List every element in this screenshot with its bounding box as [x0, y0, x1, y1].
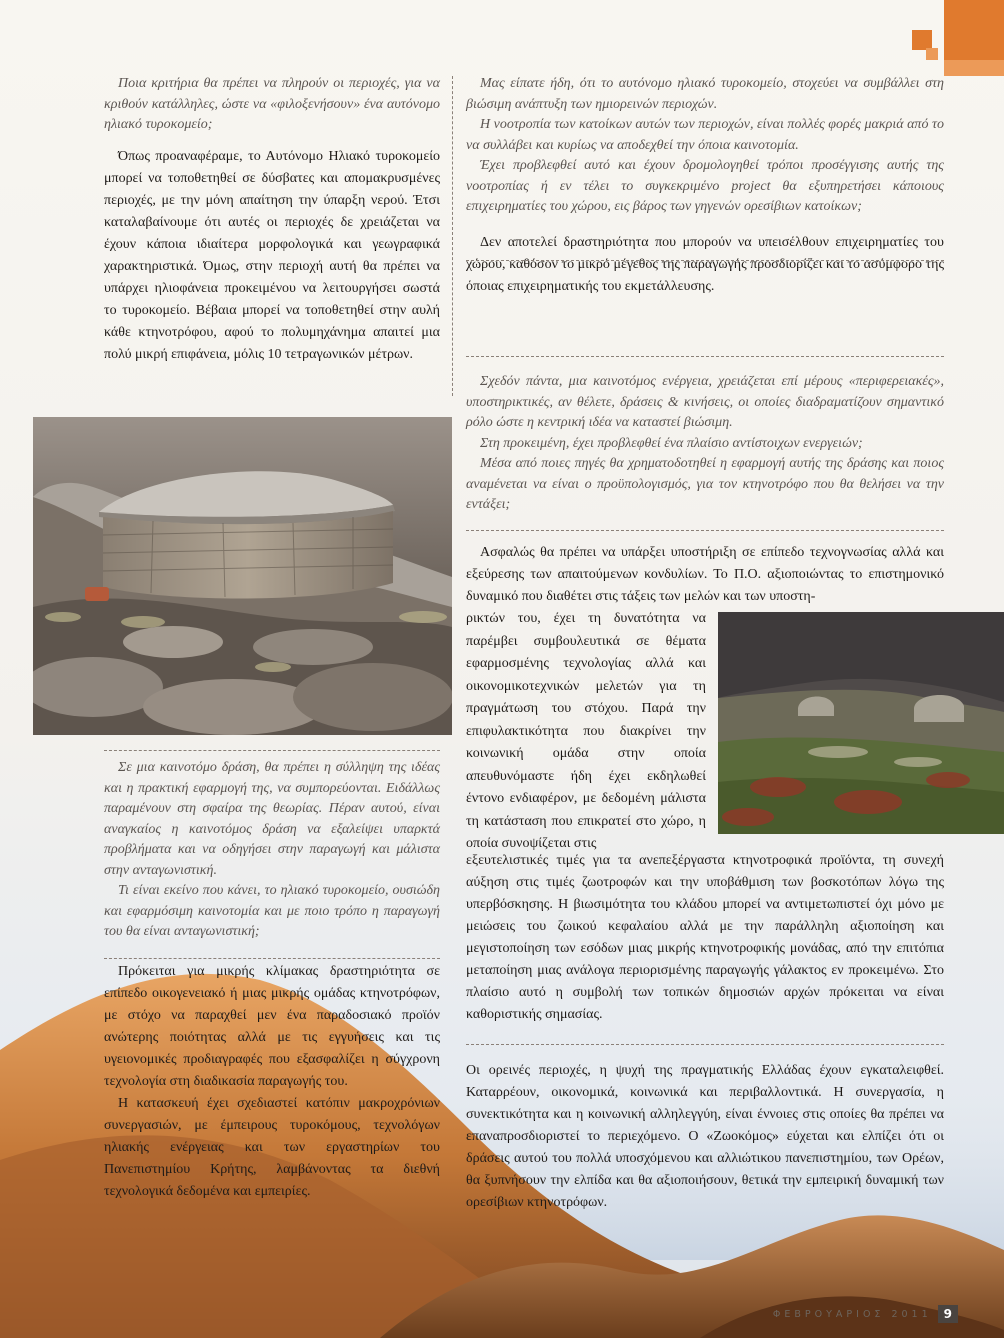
- question-text: Σε μια καινοτόμο δράση, θα πρέπει η σύλληψη της ιδέας και η πρακτική εφαρμογή της, να συμπορεύονται. Ειδάλλως παραμένουν στη σφαίρα της θεωρίας. Πέραν αυτού, είναι αναγκαίος η καινοτόμος δράση να εξαλείψει υπαρκτά προβλήματα και να οδηγήσει στην παραγωγή και μάλιστα στην ανταγωνιστική.: [104, 760, 440, 878]
- answer-text: Η κατασκευή έχει σχεδιαστεί κατόπιν μακροχρόνιων συνεργασιών, με έμπειρους τυροκόμους, τεχνολόγων ηλιακής ενέργειας και των εργαστηρίων του Πανεπιστημίου Κρήτης, λαμβάνοντας τα διεθνή τεχνολογικά δεδομένα και εμπειρίες.: [104, 1095, 440, 1199]
- section-divider: [466, 260, 944, 261]
- issue-month: ΦΕΒΡΟΥΑΡΙΟΣ 2011: [772, 1308, 932, 1320]
- answer-text: ρικτών του, έχει τη δυνατότητα να παρέμβει συμβουλευτικά σε θέματα εφαρμοσμένης τεχνολογίας αλλά και οικονομικοτεχνικών μελετών για τη πραγμάτωση του στόχου. Παρά την επιφυλακτικότητα που διακρίνει την κοινωνική ομάδα στην οποία απευθυνόμαστε ήδη έχει εκδηλωθεί έντονο ενδιαφέρον, με δεδομένη μάλιστα τη κατάσταση που επικρατεί στο χώρο, η οποία συνοψίζεται στις: [466, 611, 706, 851]
- left-column-bottom: [104, 758, 440, 1203]
- question-text: Μας είπατε ήδη, ότι το αυτόνομο ηλιακό τυροκομείο, στοχεύει να συμβάλλει στη βιώσιμη ανάπτυξη των ημιορεινών περιοχών.: [466, 76, 944, 112]
- right-column-answer: [466, 542, 944, 608]
- stone-hut-photo: [33, 417, 452, 735]
- closing-paragraph: [466, 1060, 944, 1214]
- section-divider: [466, 356, 944, 357]
- column-divider: [452, 76, 453, 396]
- closing-text: Οι ορεινές περιοχές, η ψυχή της πραγματικής Ελλάδας έχουν εγκαταλειφθεί. Καταρρέουν, οικονομικά, κοινωνικά και περιβαλλοντικά. Η συνεργασία, η συνεκτικότητα και η κοινωνική αλληλεγγύη, είναι έννοιες στις οποίες θα πρέπει να επαναπροσδιοριστεί το περιεχόμενο. Ο «Ζωοκόμος» εύχεται και ελπίζει ότι οι δράσεις αυτού του πολλά υποσχόμενου και αλλιώτικου πανεπιστημίου, των Ορέων, θα ξυπνήσουν την ελπίδα και θα αξιοποιήσουν, θετικά την εμπειρική δυναμική των ορεσίβιων κτηνοτρόφων.: [466, 1063, 944, 1210]
- answer-text: Όπως προαναφέραμε, το Αυτόνομο Ηλιακό τυροκομείο μπορεί να τοποθετηθεί σε δύσβατες και απομακρυσμένες περιοχές, με την μόνη απαίτηση την ύπαρξη νερού. Έτσι καταλαβαίνουμε ότι αυτές οι περιοχές δε χρειάζεται να έχουν κάποια ιδιαίτερα μορφολογικά και γεωγραφικά χαρακτηριστικά. Όμως, στην περιοχή αυτή θα πρέπει να υπάρχει ηλιοφάνεια προκειμένου να λειτουργήσει σωστά το τυροκομείο. Βέβαια μπορεί να τοποθετηθεί στην αυλή κάθε κτηνοτρόφου, αφού το πολυμηχάνημα απαιτεί μια πολύ μικρή επιφάνεια, μόλις 10 τετραγωνικών μέτρων.: [104, 148, 440, 362]
- question-text: Έχει προβλεφθεί αυτό και έχουν δρομολογηθεί τρόποι προσέγγισης αυτής της νοοτροπίας ή εν τέλει το συγκεκριμένο project θα εξυπηρετήσει κάποιους επιχειρηματίες του χώρου, εις βάρος των γηγενών ορεσίβιων κατοίκων;: [466, 158, 944, 214]
- right-column-narrow: [466, 608, 706, 856]
- question-text: Σχεδόν πάντα, μια καινοτόμος ενέργεια, χρειάζεται επί μέρους «περιφερειακές», υποστηρικτικές, αν θέλετε, δράσεις & κινήσεις, οι οποίες διαδραματίζουν σημαντικό ρόλο ώστε η κεντρική ιδέα να καταστεί βιώσιμη.: [466, 374, 944, 430]
- question-text: Η νοοτροπία των κατοίκων αυτών των περιοχών, είναι πολλές φορές μακριά από το να συλλάβει και κυρίως να αποδεχθεί την όποια καινοτομία.: [466, 117, 944, 153]
- mountain-huts-photo: [718, 612, 1004, 834]
- answer-text: Ασφαλώς θα πρέπει να υπάρξει υποστήριξη σε επίπεδο τεχνογνωσίας αλλά και εξεύρεσης των απαιτούμενων κονδυλίων. Το Π.Ο. αξιοποιώντας το επιστημονικό δυναμικό που διαθέτει στις τάξεις των μελών και των υποστη-: [466, 545, 944, 604]
- section-divider: [466, 530, 944, 531]
- right-column-middle: [466, 372, 944, 516]
- answer-text: Δεν αποτελεί δραστηριότητα που μπορούν να υπεισέλθουν επιχειρηματίες του χώρου, καθόσον το μικρό μέγεθος της παραγωγής προσδιορίζει και το ασύμφορο της όποιας επιχειρηματικής του εκμετάλλευσης.: [466, 234, 944, 294]
- question-text: Τι είναι εκείνο που κάνει, το ηλιακό τυροκομείο, ουσιώδη και εφαρμόσιμη καινοτομία και με ποιο τρόπο η παραγωγή του θα είναι ανταγωνιστική;: [104, 883, 440, 939]
- answer-text: Πρόκειται για μικρής κλίμακας δραστηριότητα σε επίπεδο οικογενειακό ή μιας μικρής ομάδας κτηνοτρόφων, με στόχο να παραχθεί μεν ένα παραδοσιακό προϊόν ανώτερης ποιότητας αλλά με τις εγγυήσεις και τις υγειονομικές προδιαγραφές που εξασφαλίζει η σύγχρονη τεχνολογία στη διαδικασία παραγωγής του.: [104, 963, 440, 1089]
- question-text: Μέσα από ποιες πηγές θα χρηματοδοτηθεί η εφαρμογή αυτής της δράσης και ποιος αναμένεται να είναι ο προϋπολογισμός, για τον κτηνοτρόφο που θα θελήσει να την εντάξει;: [466, 456, 944, 512]
- section-divider: [104, 958, 440, 959]
- answer-text: εξευτελιστικές τιμές για τα ανεπεξέργαστα κτηνοτροφικά προϊόντα, τη συνεχή αύξηση στις τιμές ζωοτροφών και την υποβάθμιση των βοσκοτόπων λόγω της υπερβόσκησης. Η βιωσιμότητα του κλάδου μπορεί να αντιμετωπιστεί όχι μόνο με μειώσεις του ζωικού κεφαλαίου αλλά με την παράλληλη αξιοποίηση και μεγιστοποίηση των εσόδων μιας μικρής κτηνοτροφικής μονάδας, από την επιτόπια μεταποίηση μιας ανάλογα περιορισμένης παραγωγής γάλακτος εν προκειμένω. Στο πλαίσιο αυτό η συμβολή των τοπικών δημοσιών αρχών πρόκειται να είναι καθοριστικής σημασίας.: [466, 853, 944, 1022]
- corner-decoration: [912, 30, 932, 50]
- section-divider: [466, 1044, 944, 1045]
- corner-decoration: [944, 60, 1004, 76]
- corner-decoration: [926, 48, 938, 60]
- left-column-top: [104, 74, 440, 366]
- page-footer: [773, 1304, 958, 1324]
- question-text: Στη προκειμένη, έχει προβλεφθεί ένα πλαίσιο αντίστοιχων ενεργειών;: [480, 435, 863, 451]
- corner-decoration: [944, 0, 1004, 60]
- right-column-continued: [466, 850, 944, 1026]
- page-number: 9: [938, 1305, 958, 1323]
- right-column-top: [466, 74, 944, 298]
- question-text: Ποια κριτήρια θα πρέπει να πληρούν οι περιοχές, για να κριθούν κατάλληλες, ώστε να «φιλοξενήσουν» ένα αυτόνομο ηλιακό τυροκομείο;: [104, 76, 440, 132]
- section-divider: [104, 750, 440, 751]
